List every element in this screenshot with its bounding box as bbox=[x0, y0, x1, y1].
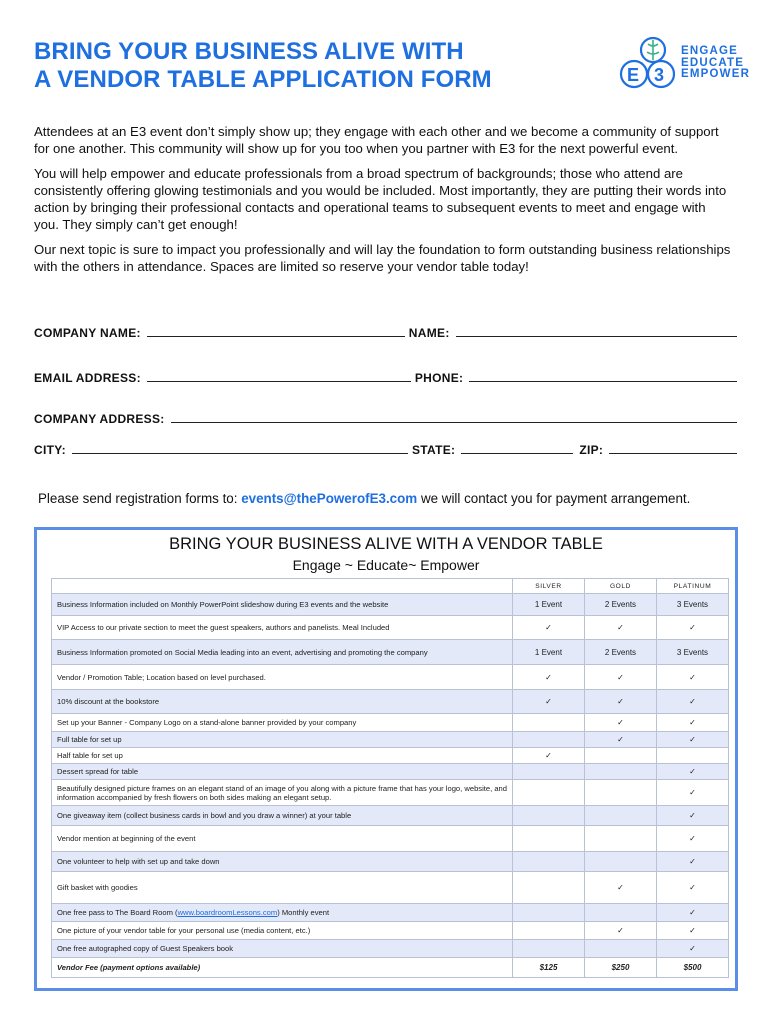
feature-description: VIP Access to our private section to meet the guest speakers, authors and panelists. Meal Included bbox=[52, 616, 513, 640]
platinum-cell: ✓ bbox=[657, 665, 729, 690]
gold-cell: ✓ bbox=[585, 690, 657, 714]
table-row bbox=[52, 806, 729, 826]
name-label: NAME: bbox=[408, 326, 450, 340]
gold-cell: $250 bbox=[585, 958, 657, 978]
feature-description: Vendor / Promotion Table; Location based on level purchased. bbox=[52, 665, 513, 690]
feature-description: Business Information included on Monthly PowerPoint slideshow during E3 events and the website bbox=[52, 594, 513, 616]
send-instructions bbox=[38, 491, 690, 506]
platinum-cell: ✓ bbox=[657, 852, 729, 872]
table-row bbox=[52, 714, 729, 732]
city-field[interactable] bbox=[72, 453, 408, 454]
e3-logo bbox=[617, 34, 751, 94]
tier-comparison-table bbox=[51, 578, 729, 978]
table-row bbox=[52, 826, 729, 852]
state-label: STATE: bbox=[411, 443, 456, 457]
intro-paragraph-2: You will help empower and educate professionals from a broad spectrum of backgrounds; those who attend are consistently offering glowing testimonials and you would be included. Most importantly, they are putting their words into action by bringing their professional contacts and operational teams to subsequent events to meet and engage with you. They simply can’t get enough! bbox=[34, 166, 727, 232]
gold-cell: ✓ bbox=[585, 872, 657, 904]
platinum-cell: ✓ bbox=[657, 714, 729, 732]
gold-cell bbox=[585, 764, 657, 780]
silver-cell bbox=[513, 732, 585, 748]
row-city-state-zip bbox=[34, 439, 737, 457]
table-row bbox=[52, 940, 729, 958]
phone-label: PHONE: bbox=[414, 371, 464, 385]
table-row bbox=[52, 852, 729, 872]
feature-description: Full table for set up bbox=[52, 732, 513, 748]
feature-text: ) Monthly event bbox=[277, 908, 330, 917]
platinum-cell bbox=[657, 748, 729, 764]
zip-label: ZIP: bbox=[579, 443, 604, 457]
logo-empower: EMPOWER bbox=[681, 68, 751, 80]
feature-description: Set up your Banner - Company Logo on a stand-alone banner provided by your company bbox=[52, 714, 513, 732]
feature-description: Vendor mention at beginning of the event bbox=[52, 826, 513, 852]
table-row bbox=[52, 690, 729, 714]
silver-cell bbox=[513, 826, 585, 852]
gold-cell bbox=[585, 806, 657, 826]
logo-engage: ENGAGE bbox=[681, 45, 739, 57]
silver-cell bbox=[513, 904, 585, 922]
header-gold: GOLD bbox=[585, 579, 657, 594]
silver-cell: ✓ bbox=[513, 616, 585, 640]
silver-cell bbox=[513, 922, 585, 940]
gold-cell bbox=[585, 940, 657, 958]
row-company-address bbox=[34, 408, 737, 426]
company-name-label: COMPANY NAME: bbox=[34, 326, 141, 340]
vendor-tiers-panel bbox=[34, 527, 738, 991]
feature-description: Business Information promoted on Social Media leading into an event, advertising and promoting the company bbox=[52, 640, 513, 665]
gold-cell: ✓ bbox=[585, 732, 657, 748]
platinum-cell: ✓ bbox=[657, 616, 729, 640]
gold-cell: ✓ bbox=[585, 665, 657, 690]
silver-cell bbox=[513, 852, 585, 872]
panel-title: BRING YOUR BUSINESS ALIVE WITH A VENDOR TABLE bbox=[169, 535, 603, 553]
table-row bbox=[52, 640, 729, 665]
feature-description: Dessert spread for table bbox=[52, 764, 513, 780]
gold-cell bbox=[585, 852, 657, 872]
registration-email-link[interactable]: events@thePowerofE3.com bbox=[241, 491, 418, 506]
silver-cell bbox=[513, 872, 585, 904]
platinum-cell: $500 bbox=[657, 958, 729, 978]
header-feature bbox=[52, 579, 513, 594]
table-row bbox=[52, 922, 729, 940]
feature-description: Vendor Fee (payment options available) bbox=[52, 958, 513, 978]
gold-cell: ✓ bbox=[585, 922, 657, 940]
platinum-cell: ✓ bbox=[657, 764, 729, 780]
silver-cell bbox=[513, 764, 585, 780]
gold-cell: 2 Events bbox=[585, 594, 657, 616]
feature-description: One picture of your vendor table for your personal use (media content, etc.) bbox=[52, 922, 513, 940]
state-field[interactable] bbox=[461, 453, 573, 454]
feature-description: Beautifully designed picture frames on an elegant stand of an image of you along with a picture frame that has your logo, website, and information accompanied by fresh flowers on both sides making an elegant setup. bbox=[52, 780, 513, 806]
header-platinum: PLATINUM bbox=[657, 579, 729, 594]
vendor-fee-row bbox=[52, 958, 729, 978]
silver-cell: ✓ bbox=[513, 690, 585, 714]
city-label: CITY: bbox=[34, 443, 66, 457]
row-company-name bbox=[34, 322, 737, 340]
boardroom-link[interactable]: www.boardroomLessons.com bbox=[177, 908, 278, 917]
intro-paragraph-3: Our next topic is sure to impact you professionally and will lay the foundation to form outstanding business relationships with the others in attendance. Spaces are limited so reserve your vendor table today! bbox=[34, 242, 731, 274]
silver-cell: 1 Event bbox=[513, 640, 585, 665]
email-field[interactable] bbox=[147, 381, 411, 382]
feature-description: One giveaway item (collect business cards in bowl and you draw a winner) at your table bbox=[52, 806, 513, 826]
platinum-cell: 3 Events bbox=[657, 594, 729, 616]
platinum-cell: 3 Events bbox=[657, 640, 729, 665]
table-row bbox=[52, 764, 729, 780]
table-row bbox=[52, 665, 729, 690]
gold-cell bbox=[585, 780, 657, 806]
platinum-cell: ✓ bbox=[657, 872, 729, 904]
silver-cell bbox=[513, 780, 585, 806]
table-row bbox=[52, 780, 729, 806]
silver-cell bbox=[513, 806, 585, 826]
company-address-label: COMPANY ADDRESS: bbox=[34, 412, 165, 426]
logo-wordmark bbox=[681, 46, 750, 81]
table-row bbox=[52, 748, 729, 764]
phone-field[interactable] bbox=[469, 381, 737, 382]
table-row bbox=[52, 616, 729, 640]
title-line-1: BRING YOUR BUSINESS ALIVE WITH bbox=[34, 38, 464, 65]
panel-subtitle: Engage ~ Educate~ Empower bbox=[292, 557, 480, 573]
platinum-cell: ✓ bbox=[657, 806, 729, 826]
zip-field[interactable] bbox=[609, 453, 737, 454]
silver-cell: $125 bbox=[513, 958, 585, 978]
table-header-row bbox=[52, 579, 729, 594]
platinum-cell: ✓ bbox=[657, 922, 729, 940]
platinum-cell: ✓ bbox=[657, 780, 729, 806]
company-address-field[interactable] bbox=[171, 422, 737, 423]
gold-cell bbox=[585, 748, 657, 764]
table-row bbox=[52, 904, 729, 922]
gold-cell bbox=[585, 904, 657, 922]
gold-cell: ✓ bbox=[585, 714, 657, 732]
form-title bbox=[34, 38, 492, 94]
table-row bbox=[52, 872, 729, 904]
intro-text bbox=[34, 123, 734, 283]
platinum-cell: ✓ bbox=[657, 826, 729, 852]
feature-description: Half table for set up bbox=[52, 748, 513, 764]
table-body bbox=[52, 594, 729, 978]
silver-cell bbox=[513, 940, 585, 958]
svg-text:3: 3 bbox=[654, 65, 665, 85]
feature-text: One free pass to The Board Room ( bbox=[57, 908, 178, 917]
silver-cell: 1 Event bbox=[513, 594, 585, 616]
svg-text:E: E bbox=[627, 65, 640, 85]
platinum-cell: ✓ bbox=[657, 940, 729, 958]
name-field[interactable] bbox=[456, 336, 737, 337]
silver-cell: ✓ bbox=[513, 665, 585, 690]
feature-description: One free autographed copy of Guest Speakers book bbox=[52, 940, 513, 958]
silver-cell: ✓ bbox=[513, 748, 585, 764]
row-email bbox=[34, 367, 737, 385]
company-name-field[interactable] bbox=[147, 336, 405, 337]
header-silver: SILVER bbox=[513, 579, 585, 594]
feature-description: 10% discount at the bookstore bbox=[52, 690, 513, 714]
intro-paragraph-1: Attendees at an E3 event don’t simply show up; they engage with each other and we become a community of support for one another. This community will show up for you too when you partner with E3 for the next powerful event. bbox=[34, 124, 719, 156]
send-suffix: we will contact you for payment arrangement. bbox=[417, 491, 691, 506]
gold-cell: 2 Events bbox=[585, 640, 657, 665]
platinum-cell: ✓ bbox=[657, 904, 729, 922]
feature-description: One volunteer to help with set up and take down bbox=[52, 852, 513, 872]
send-prefix: Please send registration forms to: bbox=[38, 491, 242, 506]
table-row bbox=[52, 594, 729, 616]
e3-logo-mark-icon bbox=[617, 34, 681, 94]
logo-educate: EDUCATE bbox=[681, 56, 745, 69]
title-line-2: A VENDOR TABLE APPLICATION FORM bbox=[34, 66, 492, 93]
gold-cell bbox=[585, 826, 657, 852]
platinum-cell: ✓ bbox=[657, 690, 729, 714]
table-row bbox=[52, 732, 729, 748]
email-label: EMAIL ADDRESS: bbox=[34, 371, 141, 385]
platinum-cell: ✓ bbox=[657, 732, 729, 748]
silver-cell bbox=[513, 714, 585, 732]
feature-description: Gift basket with goodies bbox=[52, 872, 513, 904]
gold-cell: ✓ bbox=[585, 616, 657, 640]
feature-description bbox=[52, 904, 513, 922]
